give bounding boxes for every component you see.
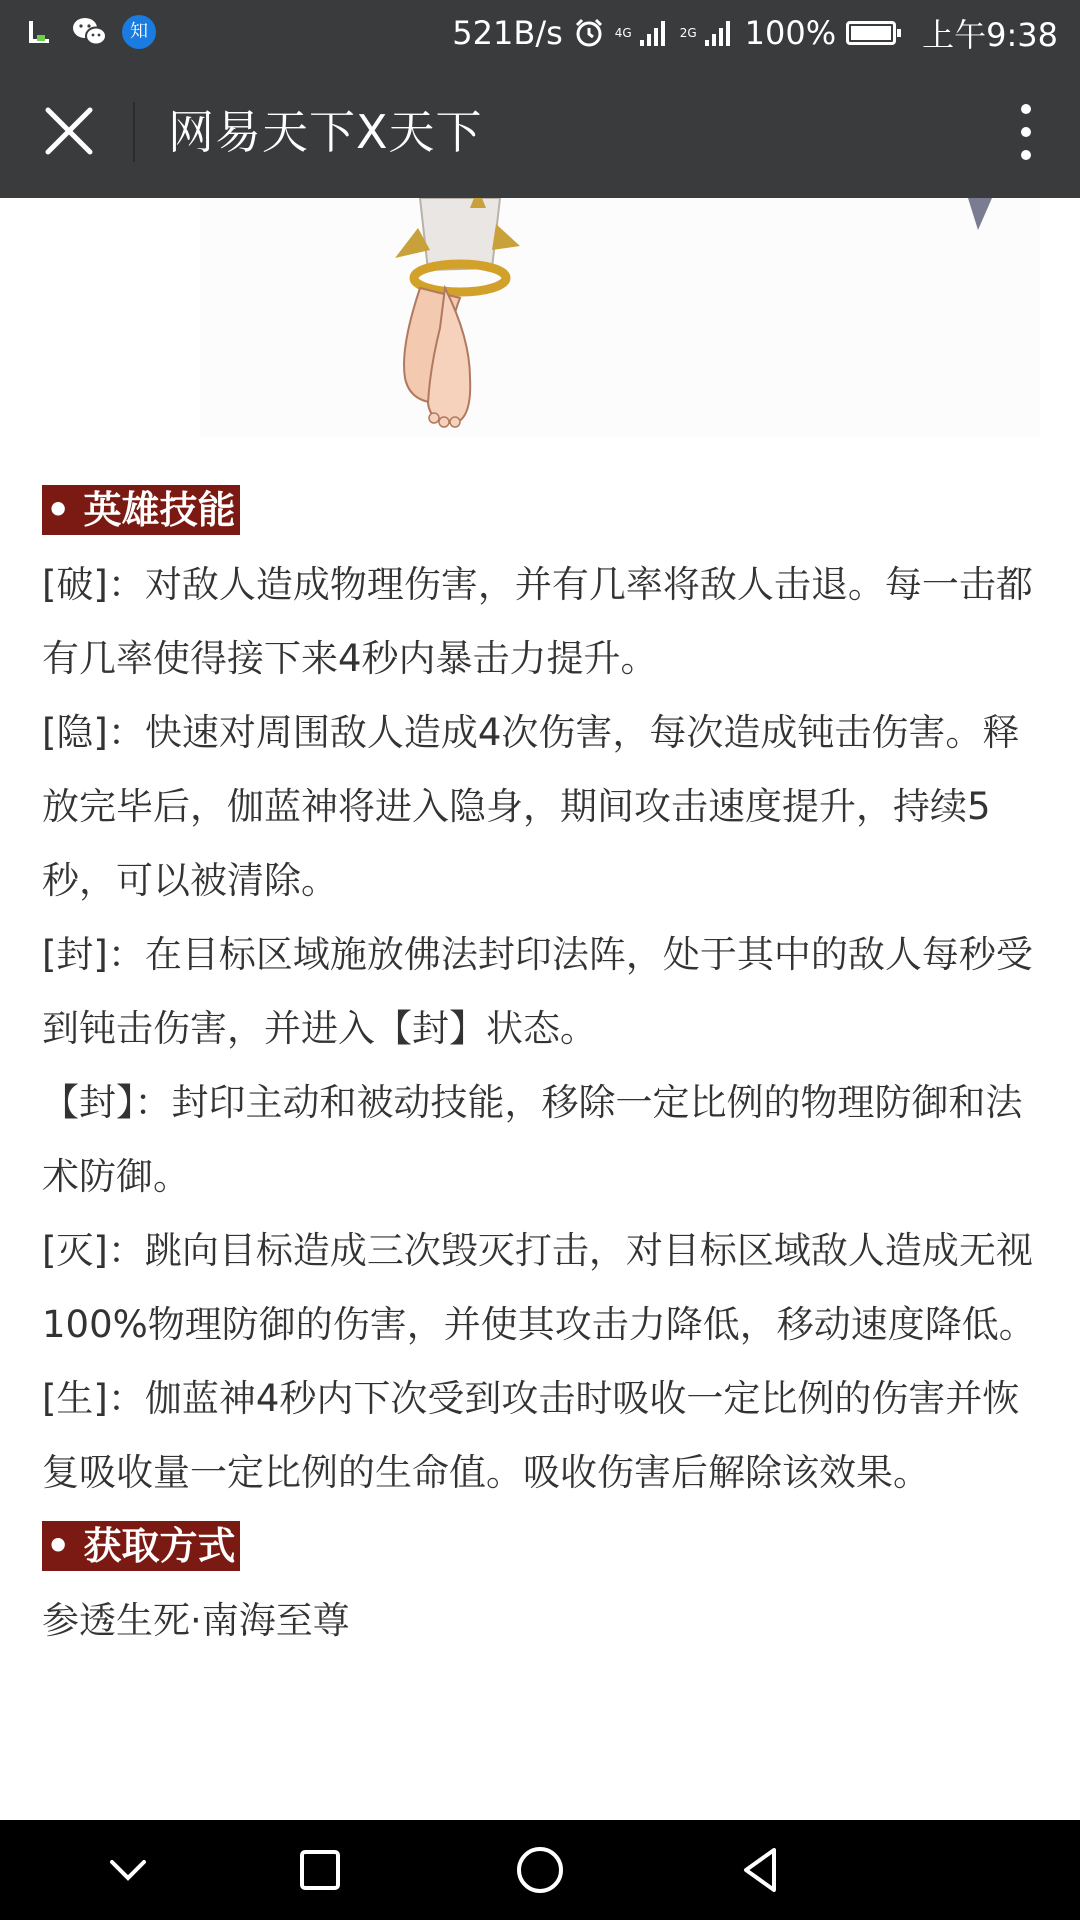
section-title-skills: • 英雄技能	[42, 485, 240, 535]
skill-paragraph: 【封】：封印主动和被动技能，移除一定比例的物理防御和法术防御。	[42, 1081, 1023, 1198]
article-content	[42, 474, 1038, 1658]
chevron-down-icon	[98, 1840, 158, 1900]
close-button[interactable]	[26, 86, 106, 178]
acquire-paragraph: 参透生死·南海至尊	[42, 1599, 350, 1642]
more-dot-icon	[1021, 150, 1031, 160]
more-dot-icon	[1021, 104, 1031, 114]
title-bar	[0, 66, 1080, 198]
home-button[interactable]	[510, 1840, 570, 1900]
app-l-icon	[22, 14, 58, 50]
navigation-bar	[0, 1820, 1080, 1920]
clock: 上午9:38	[922, 16, 1058, 54]
section-title-acquire: • 获取方式	[42, 1521, 240, 1571]
more-options-button[interactable]	[1006, 96, 1046, 168]
close-icon	[40, 102, 100, 162]
section-hero-skills	[42, 474, 1038, 1510]
skill-paragraph: [生]：伽蓝神4秒内下次受到攻击时吸收一定比例的伤害并恢复吸收量一定比例的生命值。吸收伤害后解除该效果。	[42, 1377, 1020, 1494]
status-bar	[0, 0, 1080, 66]
zhihu-icon: 知	[122, 15, 156, 49]
wechat-icon	[72, 14, 108, 50]
battery-percent: 100%	[744, 14, 837, 52]
network-type-1: 4G	[614, 26, 632, 40]
section-acquire-method	[42, 1510, 1038, 1658]
hide-nav-button[interactable]	[98, 1840, 158, 1900]
recents-square-icon	[290, 1840, 350, 1900]
notification-icons	[22, 14, 156, 50]
skill-paragraph: [隐]：快速对周围敌人造成4次伤害，每次造成钝击伤害。释放完毕后，伽蓝神将进入隐身，期间攻击速度提升，持续5秒，可以被清除。	[42, 711, 1020, 902]
network-type-2: 2G	[679, 26, 697, 40]
signal-icon-2	[703, 18, 735, 48]
recents-button[interactable]	[290, 1840, 350, 1900]
back-triangle-icon	[730, 1840, 790, 1900]
home-circle-icon	[510, 1840, 570, 1900]
more-dot-icon	[1021, 127, 1031, 137]
signal-icon	[638, 18, 670, 48]
skill-paragraph: [封]：在目标区域施放佛法封印法阵，处于其中的敌人每秒受到钝击伤害，并进入【封】状态。	[42, 933, 1033, 1050]
title-divider	[133, 102, 135, 162]
skill-paragraph: [灭]：跳向目标造成三次毁灭打击，对目标区域敌人造成无视100%物理防御的伤害，并使其攻击力降低，移动速度降低。	[42, 1229, 1036, 1346]
battery-icon	[846, 21, 896, 45]
back-button[interactable]	[730, 1840, 790, 1900]
hero-illustration	[0, 198, 1080, 448]
skill-paragraph: [破]：对敌人造成物理伤害，并有几率将敌人击退。每一击都有几率使得接下来4秒内暴击力提升。	[42, 563, 1033, 680]
system-status	[452, 0, 1058, 66]
page-title: 网易天下X天下	[168, 105, 483, 159]
net-speed: 521B/s	[452, 14, 563, 52]
alarm-icon	[573, 17, 605, 49]
